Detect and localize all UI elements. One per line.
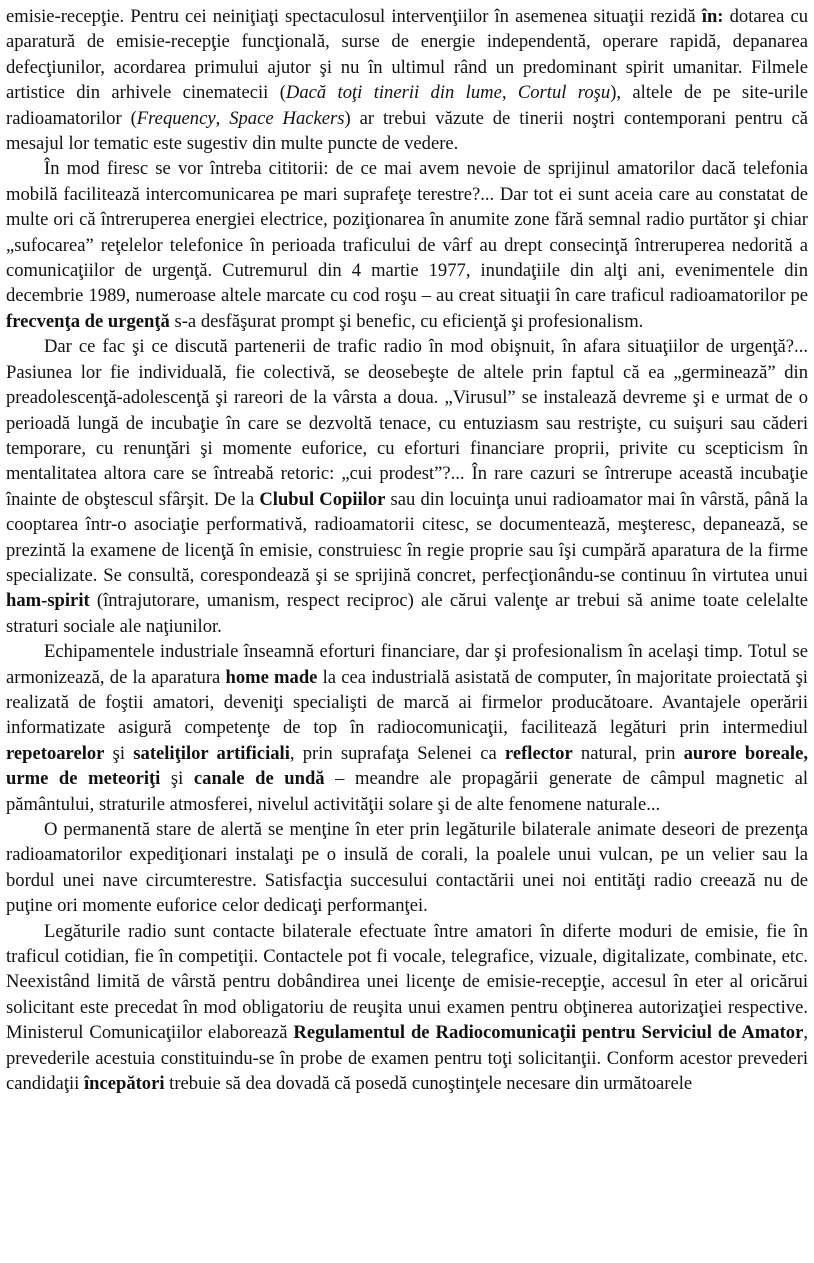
text-run: s-a desfăşurat prompt şi benefic, cu eficienţă şi profesionalism. — [169, 310, 644, 332]
bold-text-run: sateliţilor artificiali — [133, 742, 290, 764]
bold-text-run: în: — [701, 6, 724, 27]
text-run: la cea industrială asistată de computer, în majoritate proiectată şi realizată de foştii amatori, deveniţi specialişti de marcă ai firmelor producătoare. Avantajele operării informatizate asigură competenţe de top în radiocomunicaţii, facilitează legături prin intermediul — [6, 666, 808, 739]
text-run: Dar ce fac şi ce discută partenerii de trafic radio în mod obişnuit, în afara situaţiilor de urgenţă?... Pasiunea lor fie individuală, fie colectivă, se deosebeşte de altele prin faptul că ea „germinează” din preadolescenţă-adolescenţă şi rareori de la vârsta a doua. „Virusul” se instalează devreme şi e urmat de o perioadă lungă de incubaţie în care se dezvoltă tenace, cu entuziasm sau restrişte, cu suişuri sau căderi temporare, cu renunţări şi momente euforice, cu eforturi financiare proprii, privite cu scepticism în mentalitatea altora care se întreabă retoric: „cui prodest”?... În rare cazuri se întrerupe această incubaţie înainte de obştescul sfârşit. De la — [6, 336, 808, 510]
paragraph-4 — [6, 639, 808, 817]
text-run: Legăturile radio sunt contacte bilaterale efectuate între amatori în diferte moduri de emisie, fie în traficul cotidian, fie în competiţii. Contactele pot fi vocale, telegrafice, vizuale, digitalizate, combinate, etc. Neexistând limită de vârstă pentru dobândirea unei licenţe de emisie-recepţie, accesul în eter al oricărui solicitant este precedat în mod obligatoriu de reuşita unui examen pentru obţinerea autorizaţiei respective. Ministerul Comunicaţiilor elaborează — [6, 920, 808, 1044]
bold-text-run: Clubul Copiilor — [259, 488, 386, 510]
text-run: emisie-recepţie. Pentru cei neiniţiaţi spectaculosul intervenţiilor în asemenea situaţii rezidă — [6, 6, 702, 27]
bold-text-run: repetoarelor — [6, 742, 105, 764]
bold-text-run: canale de undă — [193, 768, 325, 790]
bold-text-run: începători — [83, 1073, 165, 1095]
text-run: natural, prin — [572, 742, 684, 764]
paragraph-1 — [6, 4, 808, 156]
text-run: O permanentă stare de alertă se menţine în eter prin legăturile bilaterale animate deseori de prezenţa radioamatorilor expediţionari instalaţi pe o insulă de corali, la poalele unui vulcan, pe un velier sau la bordul unei nave circumterestre. Satisfacţia succesului contactării unei noi entităţi radio creează nu de puţine ori momente euforice celor dedicaţi performanţei. — [6, 819, 808, 917]
paragraph-3 — [6, 334, 808, 639]
italic-text-run: Dacă toţi tinerii din lume, Cortul roşu — [285, 82, 611, 104]
bold-text-run: home made — [225, 666, 318, 688]
paragraph-2 — [6, 156, 808, 334]
text-run: , — [215, 107, 230, 129]
text-run: ) ar trebui văzute de tinerii noştri contemporani pentru că mesajul lor tematic este sugestiv din multe puncte de vedere. — [6, 107, 809, 155]
paragraph-5 — [6, 817, 808, 919]
text-run: – meandre ale propagării generate de câmpul magnetic al pământului, straturile atmosferei, nivelul activităţii solare şi de alte fenomene naturale... — [6, 768, 808, 815]
text-run: ), altele de pe site-urile radioamatorilor ( — [6, 82, 808, 129]
paragraph-6 — [6, 919, 808, 1097]
text-run: şi — [104, 742, 134, 764]
bold-text-run: Regulamentul de Radiocomunicaţii pentru Serviciul de Amator — [293, 1022, 804, 1044]
text-run: sau din locuinţa unui radioamator mai în vârstă, până la cooptarea într-o asociaţie performativă, radioamatorii citesc, se documentează, meşteresc, depanează, se prezintă la examene de licenţă în emisie, construiesc în regie proprie sau îşi cumpără aparatura de la firme specializate. Se consultă, corespondează şi se sprijină concret, perfecţionându-se continuu în virtutea unui — [6, 488, 809, 586]
bold-text-run: ham-spirit — [6, 590, 90, 612]
text-run: dotarea cu aparatură de emisie-recepţie funcţională, surse de energie independentă, operare rapidă, depanarea defecţiunilor, acordarea primului ajutor şi nu în ultimul rând un predominant spirit umanitar. Filmele artistice din arhivele cinematecii ( — [6, 6, 808, 104]
bold-text-run: frecvenţa de urgenţă — [6, 310, 170, 332]
text-run: Echipamentele industriale înseamnă eforturi financiare, dar şi profesionalism în acelaşi timp. Totul se armonizează, de la aparatura — [6, 641, 808, 688]
bold-text-run: reflector — [504, 742, 573, 764]
text-run: În mod firesc se vor întreba cititorii: de ce mai avem nevoie de sprijinul amatorilor dacă telefonia mobilă facilitează intercomunicarea pe mari suprafeţe terestre?... Dar tot ei sunt aceia care au constatat de multe ori că întreruperea energiei electrice, poziţionarea în anumite zone fără semnal radio purtător şi chiar „sufocarea” reţelelor telefonice în perioada traficului de vârf au drept consecinţă întreruperea nedorită a comunicaţiilor de urgenţă. Cutremurul din 4 martie 1977, inundaţiile din alţi ani, evenimentele din decembrie 1989, numeroase altele marcate cu cod roşu – au creat situaţii în care traficul radioamatorilor pe — [6, 158, 808, 307]
italic-text-run: Frequency — [136, 107, 216, 129]
text-run: , prevederile acestuia constituindu-se în probe de examen pentru toţi solicitanţii. Conform acestor prevederi candidaţii — [6, 1022, 808, 1095]
text-run: (întrajutorare, umanism, respect reciproc) ale cărui valenţe ar trebui să anime toate celelalte straturi sociale ale naţiunilor. — [6, 590, 808, 637]
text-run: şi — [160, 768, 194, 790]
text-run: , prin suprafaţa Selenei ca — [289, 742, 505, 764]
italic-text-run: Space Hackers — [229, 107, 345, 129]
text-run: trebuie să dea dovadă că posedă cunoştinţele necesare din următoarele — [164, 1073, 693, 1095]
bold-text-run: aurore boreale, urme de meteoriţi — [6, 742, 809, 790]
